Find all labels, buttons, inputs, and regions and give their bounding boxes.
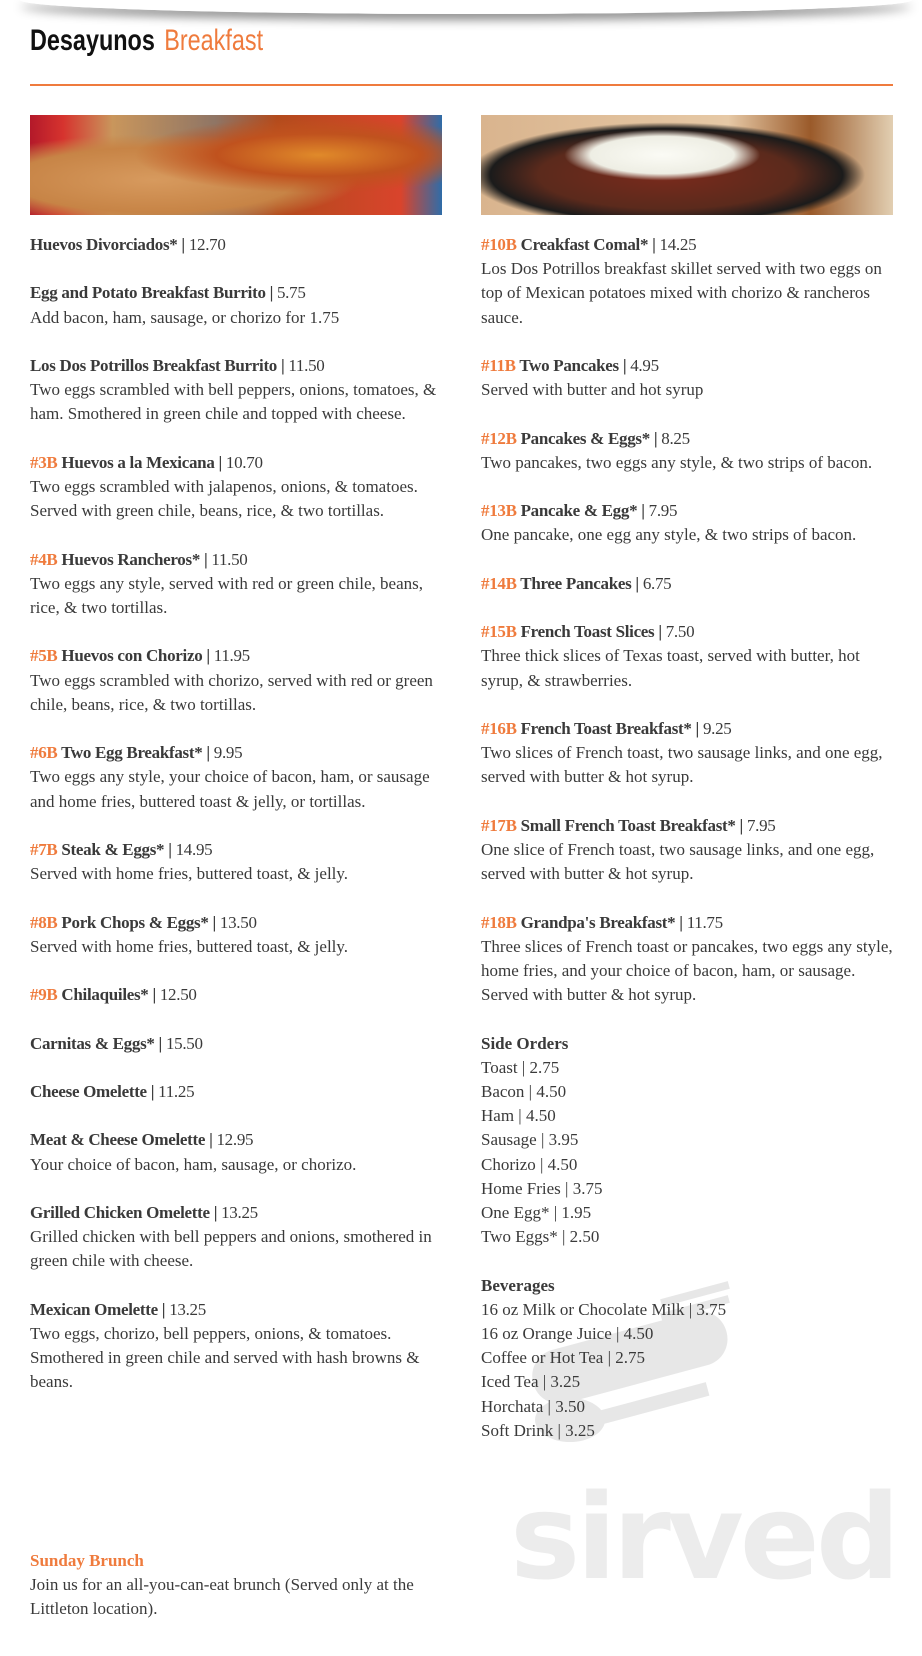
- item-price: 9.25: [702, 718, 732, 738]
- item-code: #6B: [30, 743, 58, 763]
- item-name: Huevos Divorciados*: [30, 235, 178, 254]
- menu-item: [30, 451, 442, 524]
- item-price: 11.95: [213, 646, 250, 666]
- side-order-item: Ham | 4.50: [481, 1106, 556, 1126]
- title-spanish: Desayunos: [30, 24, 155, 57]
- beverage-item: Coffee or Hot Tea | 2.75: [481, 1348, 645, 1368]
- menu-item: [481, 354, 893, 402]
- item-price: 4.95: [630, 356, 659, 375]
- item-code: #17B: [481, 815, 517, 835]
- menu-item: [30, 281, 442, 329]
- menu-item: [30, 1201, 442, 1274]
- menu-item: [481, 233, 893, 330]
- item-name: Pork Chops & Eggs*: [61, 912, 209, 932]
- menu-item: [481, 620, 893, 693]
- menu-item-heading: Meat & Cheese Omelette | 12.95: [30, 1130, 254, 1150]
- menu-item-heading: #16B French Toast Breakfast* | 9.25: [481, 718, 732, 738]
- item-price: 7.50: [665, 622, 695, 642]
- menu-item-heading: Cheese Omelette | 11.25: [30, 1081, 195, 1101]
- menu-item: [30, 1128, 442, 1176]
- item-code: #8B: [30, 912, 58, 932]
- item-price: 5.75: [276, 283, 306, 303]
- item-description: Three slices of French toast or pancakes, two eggs any style, home fries, and your choice of bacon, ham, or sausage. Served with butter & hot syrup.: [481, 936, 893, 1005]
- item-price: 12.50: [159, 985, 197, 1005]
- menu-item: [481, 911, 893, 1008]
- item-price: 7.95: [648, 501, 678, 521]
- item-code: #13B: [481, 501, 517, 521]
- menu-item: [30, 1080, 442, 1104]
- menu-item-heading: #9B Chilaquiles* | 12.50: [30, 985, 197, 1005]
- item-name: Small French Toast Breakfast*: [520, 815, 736, 835]
- menu-item-heading: #14B Three Pancakes | 6.75: [481, 573, 672, 593]
- item-price: 11.75: [686, 912, 723, 932]
- item-name: Chilaquiles*: [61, 985, 149, 1005]
- item-description: Los Dos Potrillos breakfast skillet served with two eggs on top of Mexican potatoes mixed with chorizo & rancheros sauce.: [481, 259, 882, 327]
- beverages-title: Beverages: [481, 1275, 555, 1295]
- menu-item: [30, 911, 442, 959]
- item-name: Huevos a la Mexicana: [61, 452, 215, 472]
- item-name: Mexican Omelette: [30, 1299, 158, 1319]
- item-name: Two Egg Breakfast*: [61, 743, 203, 763]
- item-code: #18B: [481, 912, 517, 932]
- item-price: 12.70: [188, 235, 226, 254]
- item-description: Grilled chicken with bell peppers and onions, smothered in green chile with cheese.: [30, 1227, 432, 1271]
- menu-item-heading: Egg and Potato Breakfast Burrito | 5.75: [30, 283, 306, 303]
- item-code: #16B: [481, 718, 517, 738]
- item-price: 11.50: [211, 549, 248, 569]
- item-price: 15.50: [165, 1033, 203, 1053]
- side-order-item: Sausage | 3.95: [481, 1130, 579, 1150]
- menu-item-heading: #10B Creakfast Comal* | 14.25: [481, 235, 697, 254]
- menu-item: [30, 354, 442, 427]
- menu-item: [30, 233, 442, 257]
- menu-item-heading: #12B Pancakes & Eggs* | 8.25: [481, 428, 690, 448]
- item-description: Two pancakes, two eggs any style, & two strips of bacon.: [481, 452, 873, 472]
- menu-item: [30, 983, 442, 1007]
- menu-item-heading: Los Dos Potrillos Breakfast Burrito | 11.50: [30, 355, 325, 375]
- item-code: #5B: [30, 646, 58, 666]
- item-name: Cheese Omelette: [30, 1081, 147, 1101]
- item-name: French Toast Breakfast*: [520, 718, 692, 738]
- item-name: Pancakes & Eggs*: [520, 428, 650, 448]
- item-description: Three thick slices of Texas toast, served with butter, hot syrup, & strawberries.: [481, 646, 860, 690]
- sirved-watermark: sirved: [510, 1468, 897, 1606]
- menu-item-heading: #7B Steak & Eggs* | 14.95: [30, 839, 213, 859]
- item-description: One pancake, one egg any style, & two strips of bacon.: [481, 525, 857, 545]
- menu-item-heading: #17B Small French Toast Breakfast* | 7.95: [481, 815, 776, 835]
- side-orders-section: [481, 1032, 893, 1250]
- item-price: 11.25: [158, 1081, 195, 1101]
- item-code: #9B: [30, 985, 58, 1005]
- beverages-section: [481, 1274, 893, 1443]
- item-name: Pancake & Egg*: [520, 501, 638, 521]
- side-order-item: One Egg* | 1.95: [481, 1202, 592, 1222]
- item-code: #15B: [481, 622, 517, 642]
- item-description: Two eggs scrambled with jalapenos, onions, & tomatoes. Served with green chile, beans, rice, & two tortillas.: [30, 476, 418, 521]
- item-price: 7.95: [746, 815, 776, 835]
- item-price: 13.25: [169, 1299, 206, 1319]
- menu-item: [30, 838, 442, 886]
- menu-item: [30, 1032, 442, 1056]
- side-orders-title: Side Orders: [481, 1033, 569, 1053]
- item-price: 6.75: [642, 573, 672, 593]
- menu-item-heading: #13B Pancake & Egg* | 7.95: [481, 501, 678, 521]
- item-name: Grandpa's Breakfast*: [520, 912, 676, 932]
- menu-item: [481, 572, 893, 596]
- beverage-item: Horchata | 3.50: [481, 1396, 585, 1416]
- item-description: Two eggs any style, served with red or green chile, beans, rice, & two tortillas.: [30, 573, 423, 617]
- menu-item-heading: #11B Two Pancakes | 4.95: [481, 356, 659, 375]
- menu-item: [30, 741, 442, 814]
- menu-item-heading: #8B Pork Chops & Eggs* | 13.50: [30, 912, 257, 932]
- item-description: Two slices of French toast, two sausage links, and one egg, served with butter & hot syrup.: [481, 743, 883, 787]
- menu-item: [481, 717, 893, 790]
- item-name: Grilled Chicken Omelette: [30, 1202, 210, 1222]
- skillet-photo: [481, 115, 893, 215]
- item-name: French Toast Slices: [520, 622, 655, 642]
- item-description: Two eggs scrambled with chorizo, served with red or green chile, beans, rice, & two tortillas.: [30, 670, 433, 714]
- item-name: Two Pancakes: [519, 356, 619, 375]
- menu-item: [30, 548, 442, 621]
- beverage-item: Iced Tea | 3.25: [481, 1372, 581, 1392]
- item-description: Two eggs any style, your choice of bacon, ham, or sausage and home fries, buttered toast & jelly, or tortillas.: [30, 767, 430, 811]
- side-order-item: Two Eggs* | 2.50: [481, 1227, 600, 1247]
- item-price: 12.95: [216, 1130, 254, 1150]
- divider: [30, 84, 893, 86]
- menu-item: [30, 644, 442, 717]
- top-shadow: [20, 0, 912, 14]
- menu-item: [481, 814, 893, 887]
- item-code: #14B: [481, 573, 517, 593]
- menu-item-heading: Huevos Divorciados* | 12.70: [30, 235, 226, 254]
- item-code: #10B: [481, 235, 517, 254]
- title-english: Breakfast: [164, 24, 264, 57]
- item-name: Egg and Potato Breakfast Burrito: [30, 283, 266, 303]
- item-description: Your choice of bacon, ham, sausage, or chorizo.: [30, 1154, 357, 1174]
- item-description: Served with home fries, buttered toast, & jelly.: [30, 864, 349, 884]
- side-order-item: Toast | 2.75: [481, 1057, 560, 1077]
- item-price: 14.25: [659, 235, 697, 254]
- item-code: #12B: [481, 428, 517, 448]
- menu-item-heading: #15B French Toast Slices | 7.50: [481, 622, 695, 642]
- menu-item-heading: Mexican Omelette | 13.25: [30, 1299, 206, 1319]
- menu-item-heading: #4B Huevos Rancheros* | 11.50: [30, 549, 248, 569]
- item-price: 8.25: [661, 428, 690, 448]
- menu-item-heading: #3B Huevos a la Mexicana | 10.70: [30, 452, 263, 472]
- item-description: Served with home fries, buttered toast, & jelly.: [30, 936, 349, 956]
- item-name: Huevos Rancheros*: [61, 549, 201, 569]
- side-order-item: Chorizo | 4.50: [481, 1154, 578, 1174]
- page-title: [30, 24, 263, 58]
- item-code: #4B: [30, 549, 58, 569]
- item-name: Carnitas & Eggs*: [30, 1033, 155, 1053]
- item-name: Meat & Cheese Omelette: [30, 1130, 206, 1150]
- menu-item-heading: #6B Two Egg Breakfast* | 9.95: [30, 743, 243, 763]
- item-description: Add bacon, ham, sausage, or chorizo for 1.75: [30, 307, 340, 327]
- beverage-item: 16 oz Milk or Chocolate Milk | 3.75: [481, 1299, 727, 1319]
- right-menu-column: [481, 233, 893, 1467]
- item-price: 13.50: [219, 912, 257, 932]
- item-price: 14.95: [175, 839, 213, 859]
- item-price: 10.70: [225, 452, 263, 472]
- menu-item: [30, 1298, 442, 1395]
- huevos-photo: [30, 115, 442, 215]
- side-order-item: Bacon | 4.50: [481, 1081, 567, 1101]
- item-description: Two eggs scrambled with bell peppers, onions, tomatoes, & ham. Smothered in green chile and topped with cheese.: [30, 380, 437, 424]
- brunch-title: Sunday Brunch: [30, 1551, 144, 1570]
- beverage-item: 16 oz Orange Juice | 4.50: [481, 1323, 654, 1343]
- item-name: Huevos con Chorizo: [61, 646, 203, 666]
- item-price: 11.50: [288, 355, 325, 375]
- item-description: Two eggs, chorizo, bell peppers, onions, & tomatoes. Smothered in green chile and served with hash browns & beans.: [30, 1323, 420, 1392]
- menu-item-heading: #18B Grandpa's Breakfast* | 11.75: [481, 912, 723, 932]
- menu-item-heading: Grilled Chicken Omelette | 13.25: [30, 1202, 258, 1222]
- item-name: Steak & Eggs*: [61, 839, 165, 859]
- item-code: #3B: [30, 452, 58, 472]
- item-code: #7B: [30, 839, 58, 859]
- item-name: Three Pancakes: [520, 573, 632, 593]
- item-name: Creakfast Comal*: [520, 235, 649, 254]
- beverage-item: Soft Drink | 3.25: [481, 1420, 595, 1440]
- menu-item: [481, 499, 893, 547]
- menu-item: [481, 427, 893, 475]
- item-description: Served with butter and hot syrup: [481, 380, 704, 400]
- item-description: One slice of French toast, two sausage links, and one egg, served with butter & hot syrup.: [481, 839, 875, 884]
- left-menu-column: [30, 233, 442, 1419]
- item-price: 9.95: [213, 743, 243, 763]
- brunch-description: Join us for an all-you-can-eat brunch (Served only at the Littleton location).: [30, 1575, 414, 1619]
- item-name: Los Dos Potrillos Breakfast Burrito: [30, 355, 278, 375]
- item-price: 13.25: [221, 1202, 258, 1222]
- menu-item-heading: #5B Huevos con Chorizo | 11.95: [30, 646, 250, 666]
- side-order-item: Home Fries | 3.75: [481, 1178, 603, 1198]
- sunday-brunch: [30, 1549, 442, 1622]
- menu-item-heading: Carnitas & Eggs* | 15.50: [30, 1033, 203, 1053]
- item-code: #11B: [481, 356, 516, 375]
